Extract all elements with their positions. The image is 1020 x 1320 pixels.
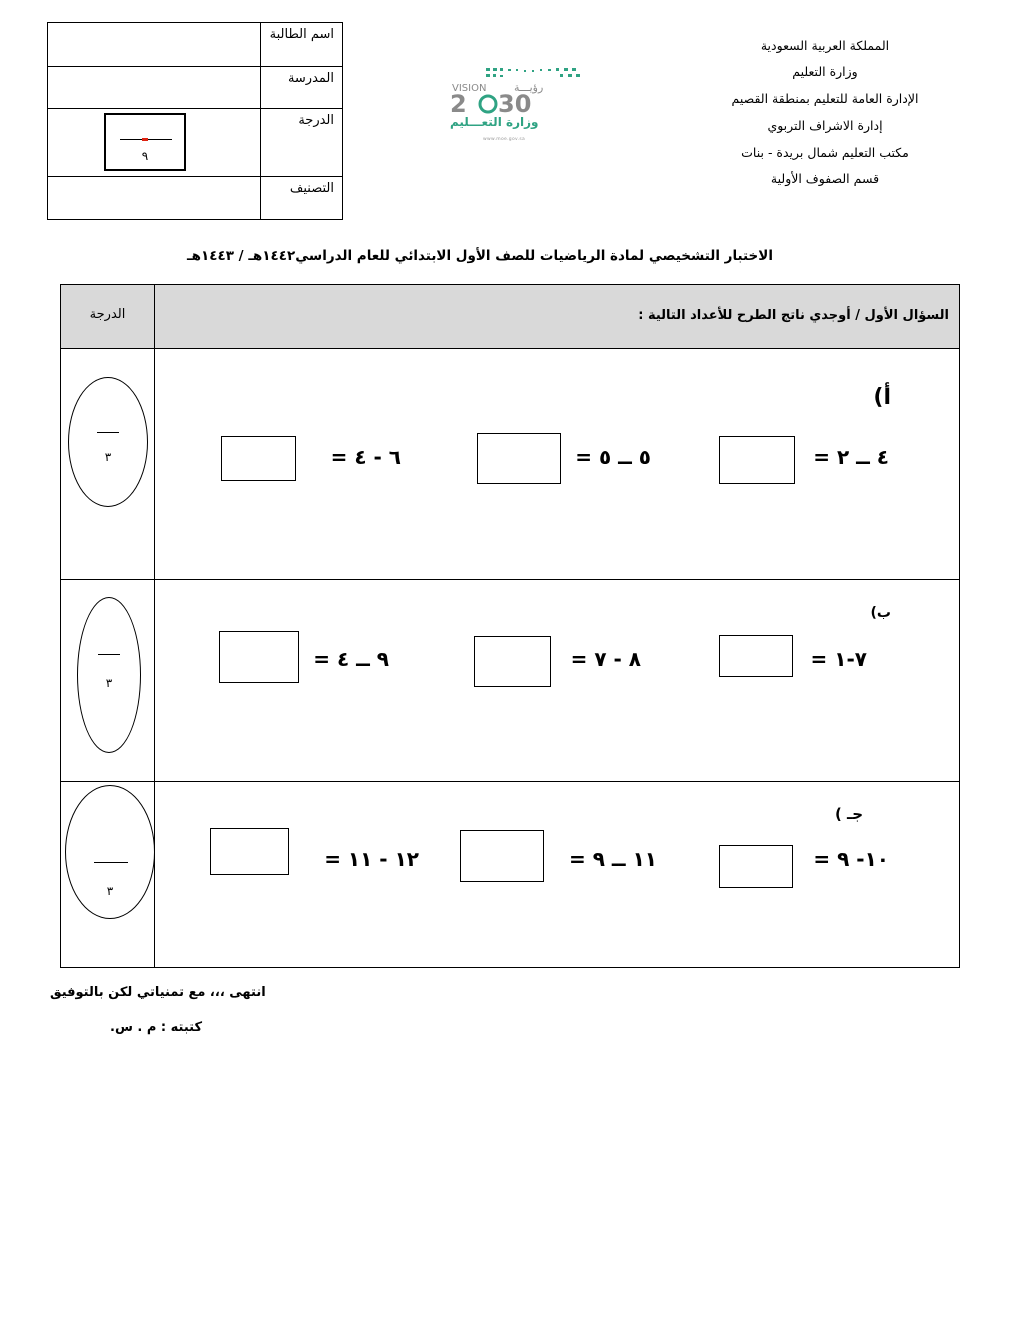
header-line-ministry: وزارة التعليم bbox=[792, 64, 858, 79]
score-oval-a bbox=[68, 377, 148, 507]
section-label-a: أ) bbox=[873, 385, 891, 410]
answer-box[interactable] bbox=[477, 433, 561, 484]
classification-label: التصنيف bbox=[289, 181, 334, 196]
equation-a-3: ٦ - ٤ = bbox=[330, 445, 401, 469]
student-name-label: اسم الطالبة bbox=[269, 27, 334, 42]
table-header-row bbox=[61, 285, 959, 349]
grade-label: الدرجة bbox=[298, 113, 334, 128]
answer-box[interactable] bbox=[719, 845, 793, 888]
exam-title: الاختبار التشخيصي لمادة الرياضيات للصف الأول الابتدائي للعام الدراسي١٤٤٢هـ / ١٤٤٣هـ bbox=[187, 248, 773, 264]
header-line-department: قسم الصفوف الأولية bbox=[770, 171, 880, 186]
score-oval-b bbox=[77, 597, 141, 753]
grade-score-mark bbox=[142, 138, 148, 141]
svg-text:رؤيـــة: رؤيـــة bbox=[514, 81, 544, 94]
question-header: السؤال الأول / أوجدي ناتج الطرح للأعداد التالية : bbox=[638, 308, 949, 323]
section-label-b: ب) bbox=[870, 605, 891, 621]
answer-box[interactable] bbox=[221, 436, 296, 481]
answer-box[interactable] bbox=[219, 631, 299, 683]
section-label-c: جـ ) bbox=[834, 805, 863, 823]
question-table bbox=[60, 284, 960, 968]
score-oval-c bbox=[65, 785, 155, 919]
info-row-grade bbox=[48, 109, 342, 177]
equation-b-3: ٩ ــ ٤ = bbox=[313, 647, 389, 671]
info-row-school bbox=[48, 67, 342, 109]
score-total-b: ٣ bbox=[105, 676, 113, 690]
school-label: المدرسة bbox=[287, 71, 334, 86]
grade-column-header: الدرجة bbox=[89, 307, 126, 322]
answer-box[interactable] bbox=[474, 636, 551, 687]
vision-2030-logo bbox=[440, 60, 600, 142]
header-line-office: مكتب التعليم شمال بريدة - بنات bbox=[741, 145, 909, 160]
svg-text:VISION: VISION bbox=[452, 83, 487, 94]
author-note: كتبته : م . س. bbox=[110, 1020, 203, 1035]
equation-b-2: ٨ - ٧ = bbox=[570, 647, 641, 671]
header-line-supervision: إدارة الاشراف التربوي bbox=[767, 118, 883, 133]
equation-a-2: ٥ ــ ٥ = bbox=[575, 445, 651, 469]
header-line-country: المملكة العربية السعودية bbox=[760, 38, 890, 53]
equation-a-1: ٤ ــ ٢ = bbox=[813, 445, 889, 469]
score-total-c: ٣ bbox=[106, 884, 114, 898]
svg-text:30: 30 bbox=[498, 90, 532, 118]
logo-footer-text: www.moe.gov.sa bbox=[483, 137, 526, 142]
score-total-a: ٣ bbox=[104, 450, 112, 464]
equation-c-2: ١١ ــ ٩ = bbox=[569, 847, 657, 871]
info-row-name bbox=[48, 23, 342, 67]
equation-b-1: ٧-١ = bbox=[810, 647, 867, 671]
grade-total: ٩ bbox=[141, 149, 149, 163]
svg-text:وزارة التعـــليم: وزارة التعـــليم bbox=[450, 115, 539, 129]
row-divider bbox=[61, 781, 959, 782]
answer-box[interactable] bbox=[210, 828, 289, 875]
grade-score-box bbox=[104, 113, 186, 171]
row-divider bbox=[61, 579, 959, 580]
closing-note: انتهى ،،، مع تمنياتي لكن بالتوفيق bbox=[50, 985, 266, 1000]
answer-box[interactable] bbox=[719, 436, 795, 484]
equation-c-1: ١٠- ٩ = bbox=[813, 847, 889, 871]
info-row-classification bbox=[48, 177, 342, 219]
header-line-directorate: الإدارة العامة للتعليم بمنطقة القصيم bbox=[731, 91, 919, 106]
answer-box[interactable] bbox=[719, 635, 793, 677]
answer-box[interactable] bbox=[460, 830, 544, 882]
student-info-table bbox=[47, 22, 343, 220]
vision-2030-logo-graphic bbox=[440, 60, 600, 142]
equation-c-3: ١٢ - ١١ = bbox=[324, 847, 419, 871]
svg-text:2: 2 bbox=[450, 90, 467, 118]
